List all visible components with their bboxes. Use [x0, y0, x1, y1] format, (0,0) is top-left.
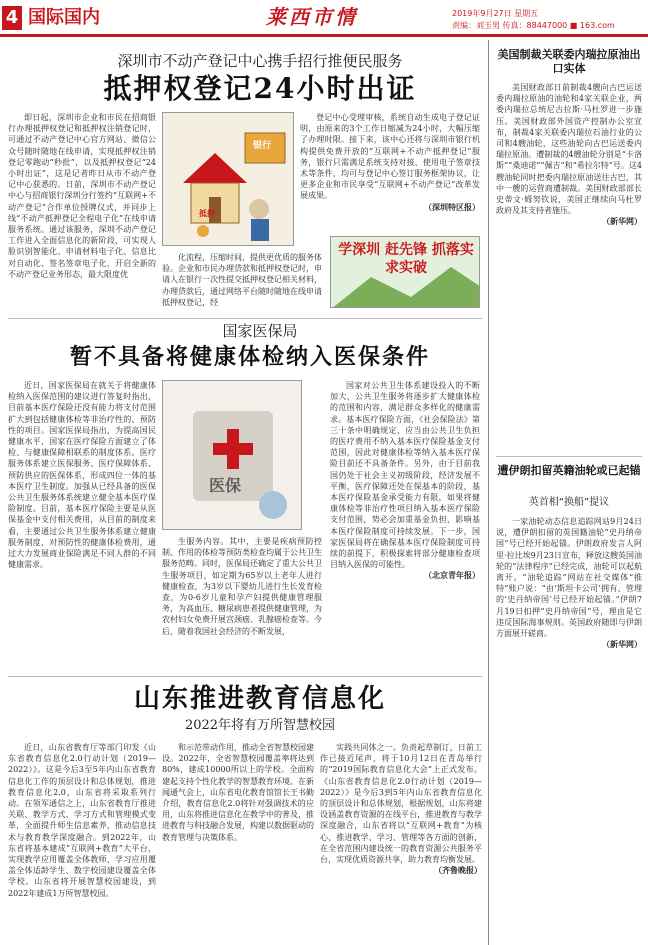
header-rule [0, 34, 648, 37]
masthead: 莱西市情 [266, 5, 358, 29]
story2-text-1: 近日，国家医保局在就关于将健康体检纳入医保范围的建议进行答复时指出，目前基本医疗保险还没有能力将支付范围扩大到包括健康体检等非治疗性的、预防性的项目。国家医保局指出，为提高国民健康水平，国家在医疗保险方面建立了体检、与健康保障相联系的制度体系。医疗服务体系建立医保服务、医疗保障体系、预防供应的医保体系，形成四位一体的基本医疗卫生制度。加强从已经具备的医保公共卫生服务体系统建立健全基本医疗保险制度。目前，基本医疗保险主要是从医保基金中支付相关费用，从目前的制度来看，主要通过公共卫生服务体系建立健康服务制度，对预防性的健康体检费用，通过大力发展商业保险满足不同人群的不同健康需求。 [8, 381, 156, 570]
sidebar-story2-text: 一家油轮动态信息追踪网站9月24日说，遭伊朗扣留的英国籍油轮“史丹纳帝国”号已经开始起锚。伊朗政府发言人阿里·拉比埃9月23日宣布，释放这艘英国油轮的“法律程序”已经完成，油轮可以起航离开。“油轮追踪”网站在社交媒体“推特”账户说：“由‘斯坦卡公司’拥有、管理的‘史丹纳帝国’号已经开始起锚。”伊朗7月19日扣押“史丹纳帝国”号，理由是它违反国际海事规则。英国政府随即与伊朗方面展开磋商。 [496, 517, 642, 639]
sidebar-story1-title: 美国制裁关联委内瑞拉原油出口实体 [497, 48, 641, 75]
section-name: 国际国内 [28, 7, 100, 28]
sidebar-story2-subhead: 英首相“换船”提议 [528, 497, 610, 508]
house-bank-illustration-icon [163, 113, 294, 246]
story2-kicker: 国家医保局 [222, 322, 298, 340]
story2-credit: （北京青年报） [424, 570, 480, 581]
illustration-label-mortgage: 抵押 [199, 209, 215, 218]
story3-text-3: 实践共同体之一。负责起草制订，日前工作已接近尾声，将于10月12日在青岛举行的“2019国际教育信息化大会”上正式发布。《山东省教育信息化2.0行动计划（2019—2022）》是今后3到5年内山东省教育信息化的顶层设计和总体规划，根据规划，山东将建设涵盖教育资源的在线平台，推进教育与教学深度融合，山东省将以“互联网+教育”为核心，推进教学、学习、管理等各方面的创新，在全省范围内建设统一的教育资源公共服务平台，实现优质资源共享，助力教育均衡发展。 [320, 743, 482, 865]
story1-illustration [162, 112, 294, 246]
story3-text-2: 和示范带动作用，推动全省智慧校园建设。2022年，全省智慧校园覆盖率将达到80%，建成10000所以上的学校。全面构建起支持个性化教学的智慧教育环境。在新闻通气会上，山东省电化教育馆馆长王书勤介绍，教育信息化2.0将针对强调技术的应用，山东将推进信息化在教学中的普及，推进教育与科技融合发展，构建以数据驱动的教育管理与决策体系。 [162, 743, 314, 842]
story1-text-1: 即日起，深圳市企业和市民在招商银行办理抵押权登记和抵押权注销登记时，可通过不动产登记中心官方网站、微信公众号随时随地在线申请，实现抵押权注销登记零跑动“秒批”，以及抵押权登记“24小时出证”，这是记者昨日从市不动产登记中心获悉的。日前，深圳市不动产登记中心与招商银行深圳分行签约“互联网+不动产登记”合作单位授牌仪式，并同步上线“不动产抵押登记全程电子化”在线申请服务系统。通过该服务，深圳不动产登记工作进入全面信息化的新阶段，可实现人脸识别智能化、申请材料电子化、信息比对自动化、签名签章电子化，开启全新的不动产登记业务形态，最大限度优 [8, 113, 156, 279]
story1-column-3 [300, 112, 480, 232]
page-header [0, 0, 648, 40]
illustration-label-insurance: 医保 [209, 476, 242, 495]
column-divider [488, 40, 489, 945]
story1-kicker: 深圳市不动产登记中心携手招行推便民服务 [117, 52, 403, 70]
story3-credit: （齐鲁晚报） [434, 865, 482, 876]
sidebar-story1-column [496, 82, 642, 452]
story2-headline: 暂不具备将健康体检纳入医保条件 [69, 344, 430, 370]
sidebar-story1-credit: （新华网） [602, 216, 642, 227]
section-rule-2 [8, 676, 482, 677]
story1-text-3: 登记中心受理审核，系统自动生成电子登记证明，由原来的3个工作日缩减为24小时，大幅压缩了办理时限。接下来，该中心还将与深圳市银行机构提供免费开放的“互联网+不动产抵押登记”服务，银行只需满足系统支持对接、使用电子签章技术等条件，均可与登记中心签订服务框架协议，让更多企业和市民享受“互联网+不动产登记”改革发展成果。 [300, 113, 480, 201]
sidebar-story2-column [496, 516, 642, 940]
page-number: 4 [2, 6, 22, 30]
dateline: 2019年9月27日 星期五 [452, 9, 539, 18]
illustration-label-bank: 银行 [253, 141, 272, 151]
story3-text-1: 近日，山东省教育厅等部门印发《山东省教育信息化2.0行动计划（2019—2022）》。这是今后3至5年内山东省教育信息化工作的顶层设计和总体规划，推进教育信息化2.0，山东省将采取系列行动。在领军通信之上，山东省教育厅推进关联、教学方式、学习方式和管理模式变革，全面提升师生信息素养，推动信息技术与教育教学深度融合。到2022年，山东省将基本建成“互联网+教育”大平台，实现教学应用覆盖全体教师、学习应用覆盖全体适龄学生、数字校园建设覆盖全体学校。山东省将开展智慧校园建设，到2022年建成1万所智慧校园。 [8, 743, 156, 898]
story1-text-2: 化流程，压缩时间，提供更优质的服务体验。企业和市民办理贷款和抵押权登记时，申请人在银行一次性提交抵押权登记相关材料，办理贷款后，通过网络平台随时随地在线申请抵押权登记，经 [162, 253, 322, 307]
sidebar-rule [496, 456, 642, 457]
story3-headline: 山东推进教育信息化 [133, 684, 386, 714]
story3-column-2 [162, 742, 314, 940]
sidebar-story2-title: 遭伊朗扣留英籍油轮或已起锚 [497, 464, 641, 477]
story1-banner [330, 236, 480, 308]
story2-column-1 [8, 380, 156, 670]
sidebar-story1-text: 美国财政部日前制裁4艘向古巴运送委内瑞拉原油的油轮和4家关联企业，两委内瑞拉总统尼古拉斯·马杜罗进一步施压。美国财政部外国资产控制办公室宣布，制裁4家关联委内瑞拉石油行业的公司和4艘油轮，这些油轮向古巴运送委内瑞拉原油。遭制裁的4艘油轮分别是“卡洛斯”“桑迪诺”“佩吉”和“希拉尔特”号。这4艘油轮同时把委内瑞拉原油送往古巴，其中一艘的运营商遭制裁。美国财政部部长史蒂文·姆努钦说，美国正继续向马杜罗政府及其支持者施压。 [496, 83, 642, 216]
story3-column-3 [320, 742, 482, 940]
story3-column-1 [8, 742, 156, 940]
section-rule-1 [8, 318, 482, 319]
sidebar-story2-credit: （新华网） [602, 639, 642, 650]
banner-slogan: 学深圳 赶先锋 抓落实 求实破 [338, 242, 474, 276]
story3-subhead: 2022年将有万所智慧校园 [184, 718, 336, 733]
story2-text-2: 生服务内容。其中，主要是疾病预防控制、作用的体检等预防类检查均属于公共卫生服务范畴。同时，医保局还确定了重大公共卫生服务项目，如定期为65岁以上老年人进行健康检查，为3岁以下婴幼儿进行生长发育检查，为0-6岁儿童和孕产妇提供健康管理服务，为高血压、糖尿病患者提供健康管理，为农村妇女免费开展宫颈癌、乳腺癌检查等。今后，随着我国社会经济的不断发展， [162, 537, 322, 636]
story1-credit: （深圳特区报） [424, 201, 480, 212]
medical-insurance-illustration-icon [163, 381, 302, 530]
story1-column-2 [162, 252, 322, 314]
story2-column-2 [162, 536, 322, 672]
story2-column-3 [330, 380, 480, 672]
story2-text-3: 国家对公共卫生体系建设投入的不断加大，公共卫生服务将逐步扩大健康体检的范围和内容，满足群众多样化的健康需求。基本医疗保险方面，《社会保险法》第三十条中明确规定，应当由公共卫生负担的医疗费用不纳入基本医疗保险基金支付范围，因此对健康体检等纳入基本医疗保险目前还不具备条件。另外，由于目前我国仍处于社会主义初级阶段，经济发展不平衡，医疗保障还处在保基本的阶段，基本医疗保险基金承受能力有限，如果将健康体检等非治疗性项目纳入基本医疗保险支付范围，势必会加重基金负担，影响基本医疗保险制度可持续发展。下一步，国家医保局将在确保基本医疗保险制度可持续的前提下，积极探索将部分健康检查项目纳入医保的可能性。 [330, 381, 480, 570]
story1-headline: 抵押权登记24小时出证 [103, 72, 417, 105]
story1-column-1 [8, 112, 156, 312]
story2-illustration [162, 380, 302, 530]
editor-credits: 责编：刘玉男 传真：88447000 ■ 163.com [452, 21, 615, 30]
